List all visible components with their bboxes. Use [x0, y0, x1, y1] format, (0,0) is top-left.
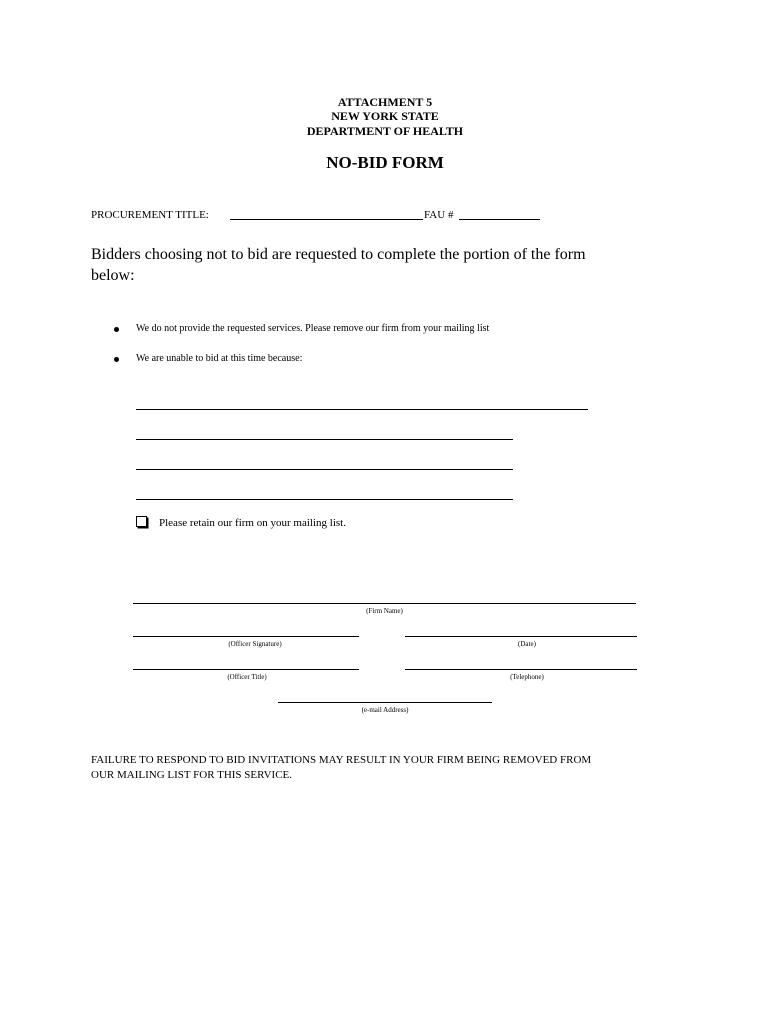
firm-name-label: (Firm Name) — [366, 607, 403, 615]
header-department: DEPARTMENT OF HEALTH — [306, 124, 464, 138]
header-attachment: ATTACHMENT 5 — [337, 95, 433, 109]
fau-label: FAU # — [424, 209, 454, 221]
instructions-line-2: below: — [91, 267, 135, 284]
reason-line-1[interactable] — [136, 409, 588, 410]
procurement-title-label: PROCUREMENT TITLE: — [91, 209, 209, 221]
email-address-field[interactable] — [278, 702, 492, 703]
officer-title-label: (Officer Title) — [227, 673, 267, 681]
officer-signature-field[interactable] — [133, 636, 359, 637]
reason-line-3[interactable] — [136, 469, 513, 470]
date-label: (Date) — [518, 640, 536, 648]
date-field[interactable] — [405, 636, 637, 637]
reason-line-2[interactable] — [136, 439, 513, 440]
failure-warning-line-2: OUR MAILING LIST FOR THIS SERVICE. — [91, 769, 293, 781]
bullet-icon — [114, 327, 119, 332]
retain-option-label: Please retain our firm on your mailing list. — [159, 517, 346, 529]
form-title: NO-BID FORM — [326, 153, 444, 172]
option-no-services: We do not provide the requested services. Please remove our firm from your mailing list — [136, 323, 490, 334]
telephone-field[interactable] — [405, 669, 637, 670]
header-state: NEW YORK STATE — [331, 109, 439, 123]
fau-number-field[interactable] — [459, 219, 540, 220]
checkbox-icon[interactable] — [136, 516, 147, 527]
telephone-label: (Telephone) — [510, 673, 544, 681]
instructions-line-1: Bidders choosing not to bid are requested to complete the portion of the form — [91, 246, 586, 263]
firm-name-field[interactable] — [133, 603, 636, 604]
officer-title-field[interactable] — [133, 669, 359, 670]
procurement-title-field[interactable] — [230, 219, 423, 220]
failure-warning-line-1: FAILURE TO RESPOND TO BID INVITATIONS MAY RESULT IN YOUR FIRM BEING REMOVED FROM — [91, 754, 592, 766]
officer-signature-label: (Officer Signature) — [228, 640, 282, 648]
reason-line-4[interactable] — [136, 499, 513, 500]
bullet-icon — [114, 357, 119, 362]
option-unable-to-bid: We are unable to bid at this time because: — [136, 353, 303, 364]
email-address-label: (e-mail Address) — [361, 706, 409, 714]
